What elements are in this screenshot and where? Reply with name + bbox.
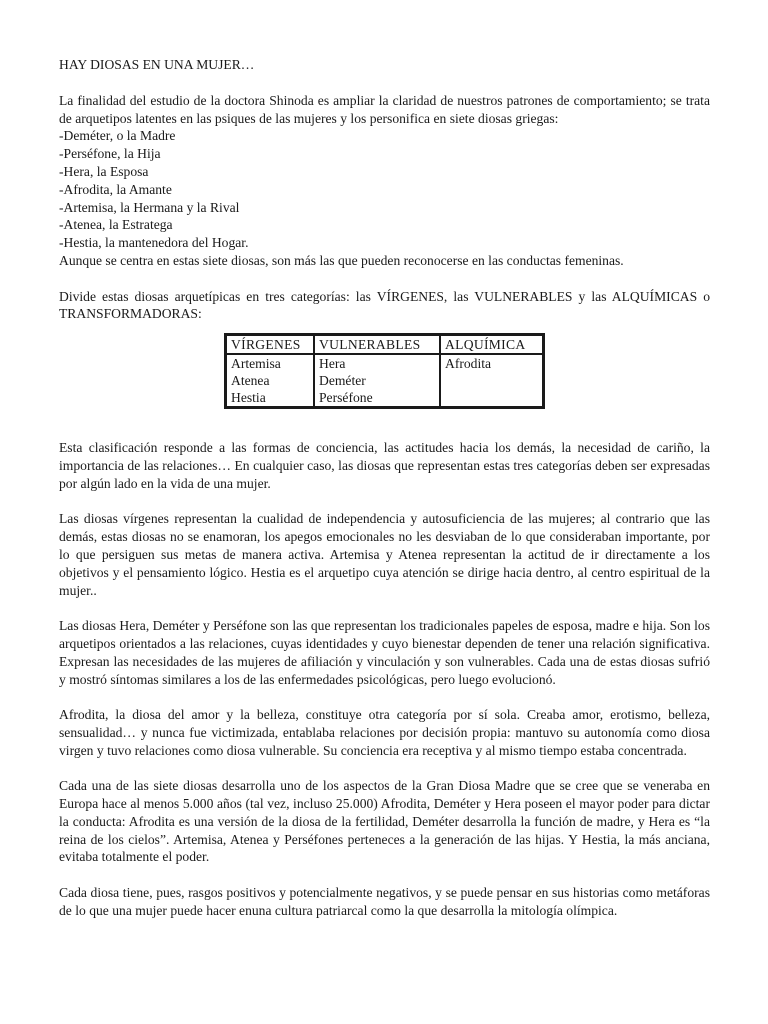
table-cell-item: Hestia (231, 390, 266, 406)
table-cell-virgenes (226, 354, 314, 407)
table-cell-item: Perséfone (319, 390, 373, 406)
goddess-item: -Hestia, la mantenedora del Hogar. (59, 235, 249, 251)
body-paragraph: Cada una de las siete diosas desarrolla uno de los aspectos de la Gran Diosa Madre que se cree que se veneraba en Europa hace al menos 5.000 años (tal vez, incluso 25.000) Afrodita, Deméter y Hera poseen el mayor poder para dictar la conducta: Afrodita es una versión de la diosa de la fertilidad, Deméter desarrolla la función de madre, y Hera es “la reina de los cielos”. Artemisa, Atenea y Perséfones perteneces a la generación de las hijas. Y Hestia, la más anciana, evitaba totalmente el poder. (59, 778, 710, 865)
table-cell-item: Atenea (231, 373, 270, 389)
table-cell-item: Deméter (319, 373, 366, 389)
goddess-item: -Atenea, la Estratega (59, 217, 173, 233)
table-cell-item: Artemisa (231, 356, 281, 372)
document-title: HAY DIOSAS EN UNA MUJER… (59, 57, 255, 72)
goddess-item: -Afrodita, la Amante (59, 181, 172, 197)
table-header-vulnerables: VULNERABLES (314, 335, 440, 354)
table-header-alquimica: ALQUÍMICA (440, 335, 543, 354)
body-paragraph: Las diosas vírgenes representan la cualidad de independencia y autosuficiencia de las mujeres; al contrario que las demás, estas diosas no se enamoran, los apegos emocionales no les desviaban de lo que consideraban importante, por lo que persiguen sus metas de manera activa. Artemisa y Atenea representan la actitud de ir directamente a los objetivos y el pensamiento lógico. Hestia es el arquetipo cuya atención se dirige hacia dentro, al centro espiritual de la mujer.. (59, 511, 710, 598)
table-cell-item: Hera (319, 356, 346, 372)
table-cell-item: Afrodita (445, 356, 492, 372)
categories-table (224, 333, 545, 409)
table-cell-alquimica (440, 354, 543, 407)
goddess-item: -Perséfone, la Hija (59, 146, 161, 162)
categories-intro: Divide estas diosas arquetípicas en tres categorías: las VÍRGENES, las VULNERABLES y las ALQUÍMICAS o TRANSFORMADORAS: (59, 288, 710, 322)
categories-table-wrap (224, 333, 710, 409)
after-list-paragraph: Aunque se centra en estas siete diosas, son más las que pueden reconocerse en las conductas femeninas. (59, 252, 624, 268)
table-header-virgenes: VÍRGENES (226, 335, 314, 354)
document-page (59, 56, 710, 937)
goddess-item: -Hera, la Esposa (59, 163, 149, 179)
body-paragraph: Esta clasificación responde a las formas de conciencia, las actitudes hacia los demás, la necesidad de cariño, la importancia de las relaciones… En cualquier caso, las diosas que representan estas tres categorías deben ser expresadas por algún lado en la vida de una mujer. (59, 440, 710, 491)
body-paragraph: Afrodita, la diosa del amor y la belleza, constituye otra categoría por sí sola. Creaba amor, erotismo, belleza, sensualidad… y nunca fue victimizada, entablaba relaciones por decisión propia: mantuvo su autonomía como diosa virgen y tuvo relaciones como diosa vulnerable. Su conciencia era receptiva y al mismo tiempo estaba concentrada. (59, 707, 710, 758)
body-paragraph: Las diosas Hera, Deméter y Perséfone son las que representan los tradicionales papeles de esposa, madre e hija. Son los arquetipos orientados a las relaciones, cuyas identidades y cuyo bienestar dependen de tener una relación significativa. Expresan las necesidades de las mujeres de afiliación y vinculación y son vulnerables. Cada una de estas diosas sufrió y mostró síntomas similares a los de las enfermedades psicológicas, pero luego evolucionó. (59, 618, 710, 687)
intro-block (59, 92, 710, 270)
body-paragraph: Cada diosa tiene, pues, rasgos positivos y potencialmente negativos, y se puede pensar en sus historias como metáforas de lo que una mujer puede hacer enuna cultura patriarcal como la que desarrolla la mitología olímpica. (59, 885, 710, 918)
intro-paragraph: La finalidad del estudio de la doctora Shinoda es ampliar la claridad de nuestros patrones de comportamiento; se trata de arquetipos latentes en las psiques de las mujeres y los personifica en siete diosas griegas: (59, 92, 710, 126)
goddess-item: -Deméter, o la Madre (59, 128, 176, 144)
goddess-list (59, 127, 710, 252)
goddess-item: -Artemisa, la Hermana y la Rival (59, 199, 240, 215)
table-cell-vulnerables (314, 354, 440, 407)
